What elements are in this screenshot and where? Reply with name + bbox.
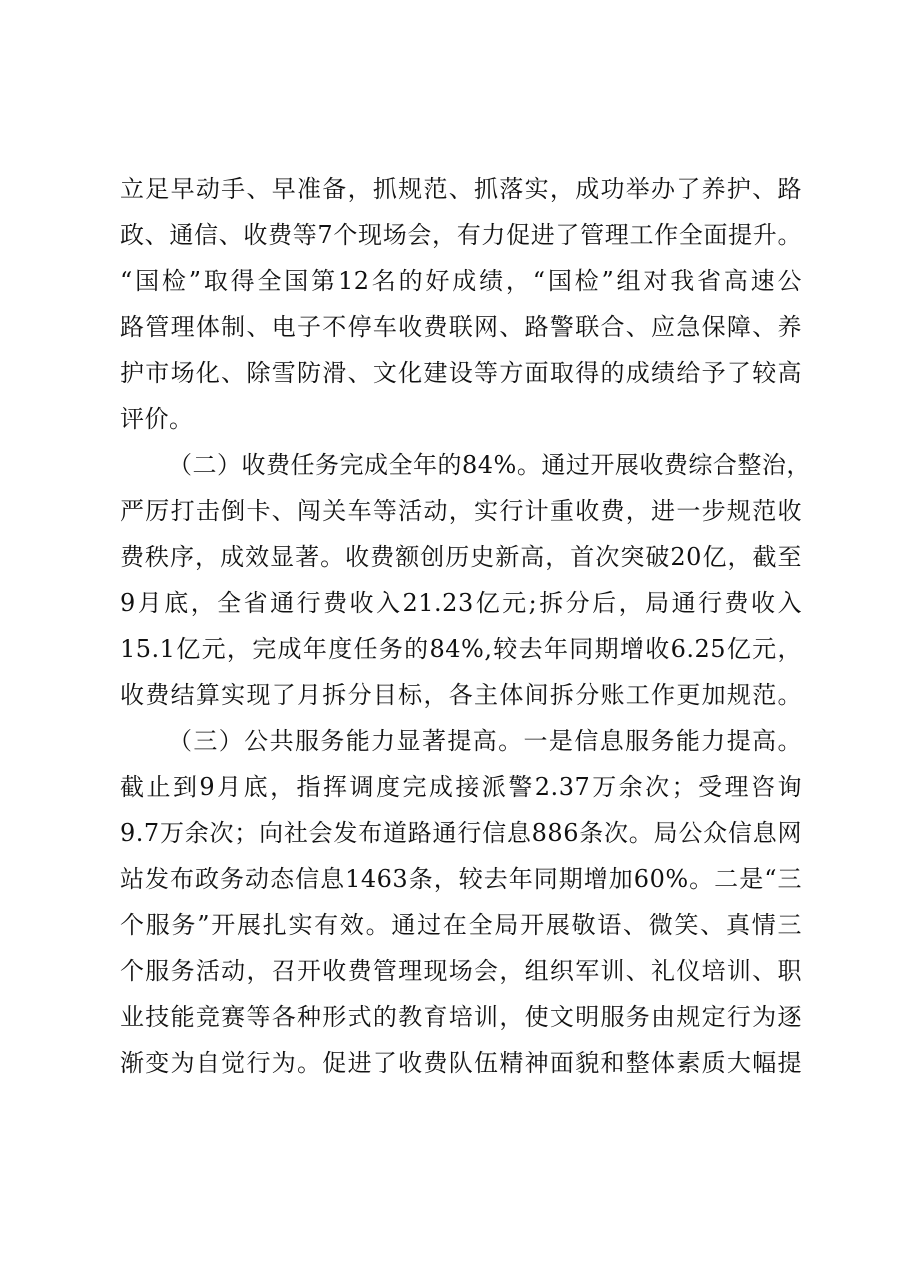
text-line-6: 评价。 bbox=[120, 405, 194, 433]
text-line-19: 业技能竞赛等各种形式的教育培训，使文明服务由规定行为逐 bbox=[120, 1003, 802, 1031]
text-line-10: 9月底，全省通行费收入21.23亿元;拆分后，局通行费收入 bbox=[120, 589, 802, 617]
paragraph-2-first-line: （二）收费任务完成全年的84%。通过开展收费综合整治， bbox=[168, 451, 811, 479]
paragraph-3-first-line: （三）公共服务能力显著提高。一是信息服务能力提高。 bbox=[168, 727, 802, 755]
text-line-16: 站发布政务动态信息1463条，较去年同期增加60%。二是“三 bbox=[120, 865, 802, 893]
text-line-4: 路管理体制、电子不停车收费联网、路警联合、应急保障、养 bbox=[120, 313, 802, 341]
text-line-2: 政、通信、收费等7个现场会，有力促进了管理工作全面提升。 bbox=[120, 221, 802, 249]
text-line-11: 15.1亿元，完成年度任务的84%,较去年同期增收6.25亿元， bbox=[120, 635, 802, 663]
text-line-1: 立足早动手、早准备，抓规范、抓落实，成功举办了养护、路 bbox=[120, 175, 802, 203]
text-line-20: 渐变为自觉行为。促进了收费队伍精神面貌和整体素质大幅提 bbox=[120, 1049, 802, 1077]
text-line-17: 个服务”开展扎实有效。通过在全局开展敬语、微笑、真情三 bbox=[120, 911, 802, 939]
text-line-14: 截止到9月底，指挥调度完成接派警2.37万余次；受理咨询 bbox=[120, 773, 802, 801]
text-line-9: 费秩序，成效显著。收费额创历史新高，首次突破20亿，截至 bbox=[120, 543, 802, 571]
text-line-5: 护市场化、除雪防滑、文化建设等方面取得的成绩给予了较高 bbox=[120, 359, 802, 387]
text-line-3: “国检”取得全国第12名的好成绩，“国检”组对我省高速公 bbox=[120, 267, 802, 295]
text-line-18: 个服务活动，召开收费管理现场会，组织军训、礼仪培训、职 bbox=[120, 957, 802, 985]
text-line-8: 严厉打击倒卡、闯关车等活动，实行计重收费，进一步规范收 bbox=[120, 497, 802, 525]
text-line-15: 9.7万余次；向社会发布道路通行信息886条次。局公众信息网 bbox=[120, 819, 802, 847]
text-line-12: 收费结算实现了月拆分目标，各主体间拆分账工作更加规范。 bbox=[120, 681, 802, 709]
